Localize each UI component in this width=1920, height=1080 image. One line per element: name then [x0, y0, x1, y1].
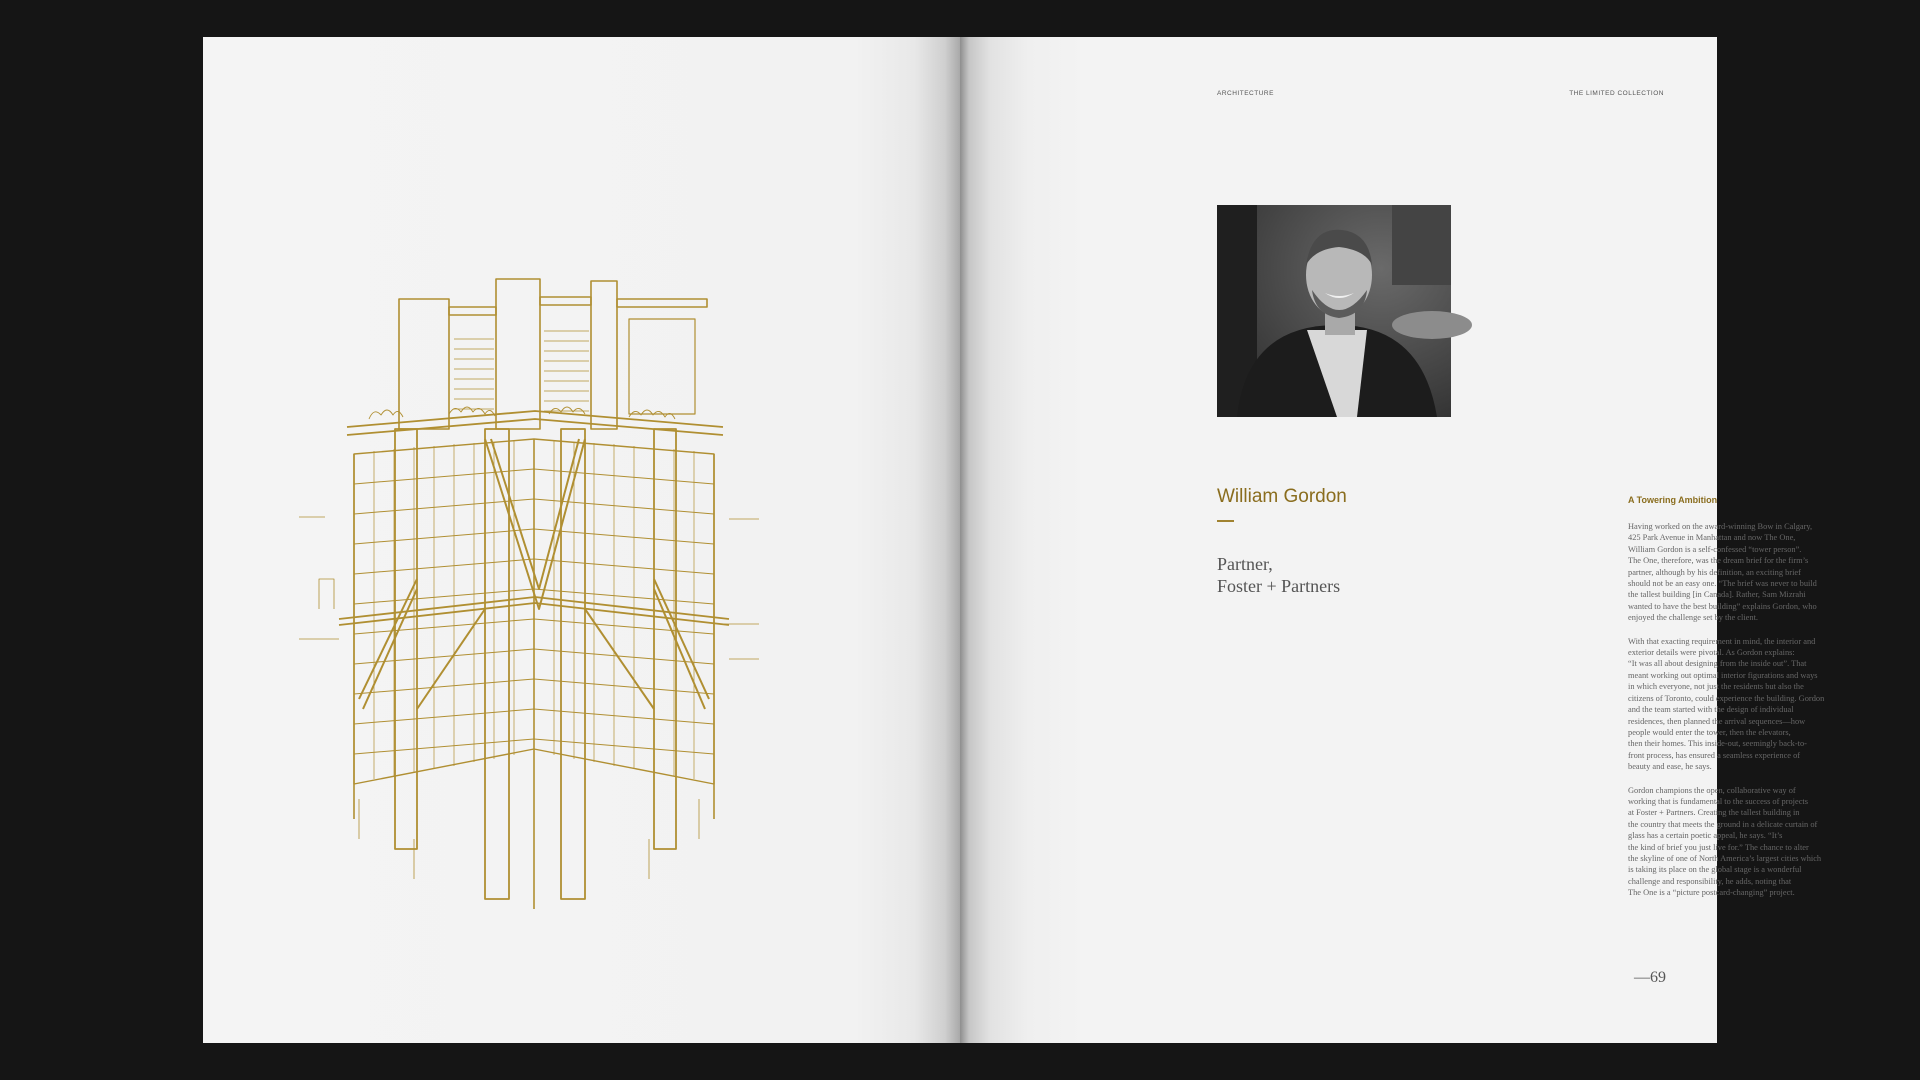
article-column	[1628, 495, 1863, 911]
page-number: —69	[1634, 969, 1666, 986]
magazine-spread	[203, 37, 1825, 1043]
left-page	[203, 37, 960, 1043]
person-name: William Gordon	[1217, 486, 1347, 507]
person-role: Partner, Foster + Partners	[1217, 554, 1341, 596]
tower-illustration	[299, 279, 759, 909]
article-heading: A Towering Ambition	[1628, 495, 1718, 505]
running-head-section: ARCHITECTURE	[1217, 90, 1274, 97]
portrait-photo	[1217, 205, 1451, 417]
roof-column-center	[496, 279, 540, 429]
running-head-publication: THE LIMITED COLLECTION	[1569, 90, 1664, 97]
article-paragraph-2: With that exacting requirement in mind, the interior and exterior details were pivotal. As Gordon explains: “It was all about designing from the inside out”. That meant working out optimal interior figurations and ways in which everyone, not just the residents but also the citizens of Toronto, could experience the building. Gordon and the team started with the design of individual residences, then planned the arrival sequences—how people would enter the tower, then the elevators, then their homes. This inside-out, seemingly back-to- front process, has ensured a seamless experience of beauty and ease, he says.	[1628, 636, 1825, 772]
right-page	[960, 37, 1825, 1043]
roof-column-left	[399, 299, 449, 429]
name-rule	[1217, 520, 1234, 522]
article-paragraph-3: Gordon champions the open, collaborative way of working that is fundamental to the success of projects at Foster + Partners. Creating the tallest building in the country that meets the ground in a delicate curtain of glass has a certain poetic appeal, he says. “It’s the kind of brief you just live for.” The chance to alter the skyline of one of North America’s largest cities which is taking its place on the global stage is a wonderful challenge and responsibility, he adds, noting that The One is a “picture postcard-changing” project.	[1628, 785, 1822, 898]
roof-column-right	[591, 281, 617, 429]
article-paragraph-1: Having worked on the award-winning Bow in Calgary, 425 Park Avenue in Manhattan and now The One, William Gordon is a self-confessed “tower person”. The One, therefore, was the dream brief for the firm’s partner, although by his definition, an exciting brief should not be an easy one. “The brief was never to build the tallest building [in Canada]. Rather, Sam Mizrahi wanted to have the best building” explains Gordon, who enjoyed the challenge set by the client.	[1628, 522, 1817, 623]
